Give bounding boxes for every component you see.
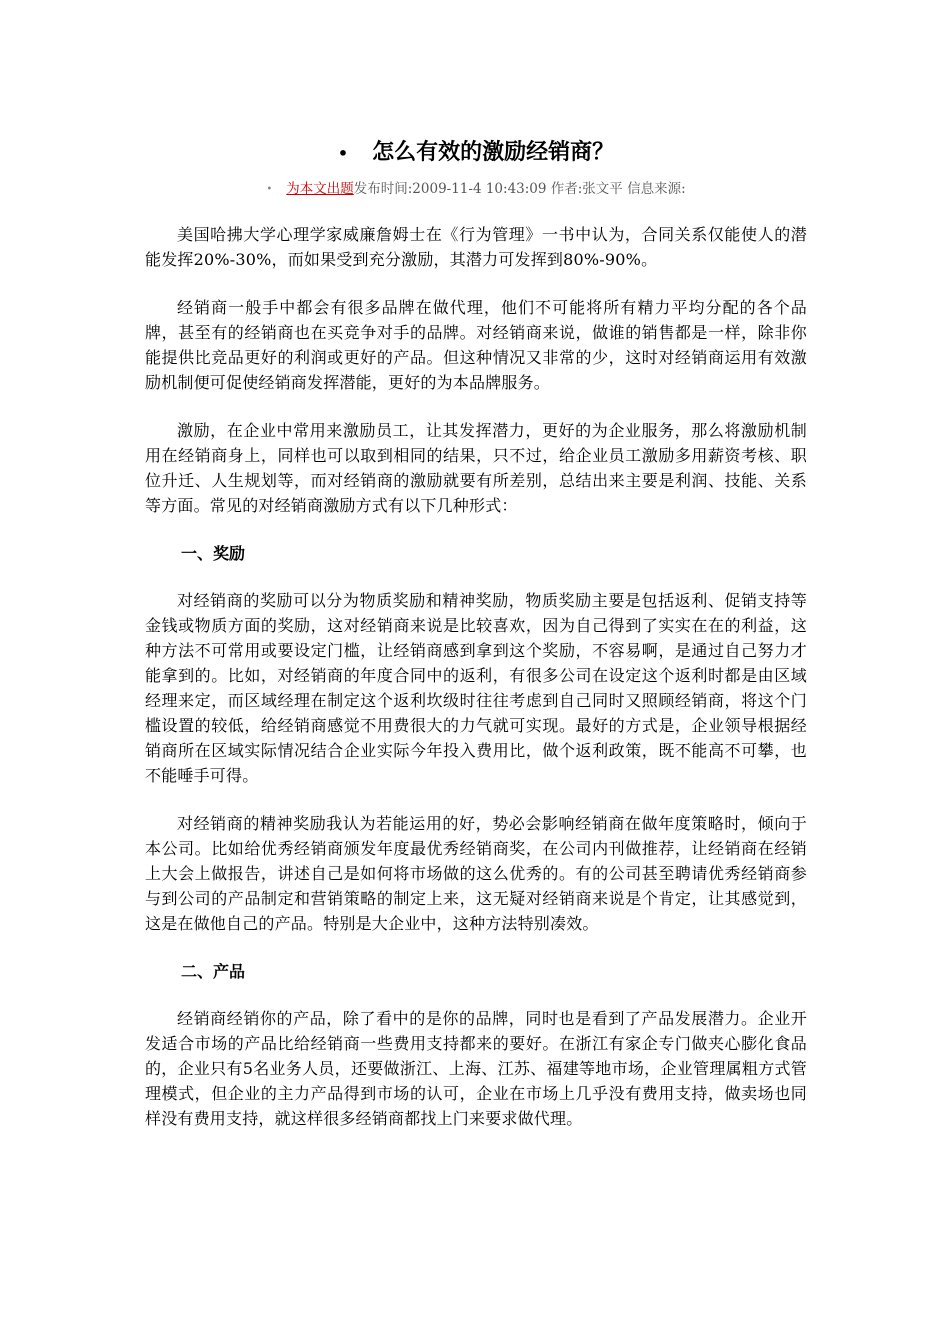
publish-info: 发布时间:2009-11-4 10:43:09 作者:张文平 信息来源: <box>353 181 686 197</box>
article-title: 怎么有效的激励经销商？ <box>372 140 615 165</box>
paragraph: 经销商一般手中都会有很多品牌在做代理，他们不可能将所有精力平均分配的各个品牌，甚至有的经销商也在买竞争对手的品牌。对经销商来说，做谁的销售都是一样，除非你能提供比竞品更好的利润或更好的产品。但这种情况又非常的少，这时对经销商运用有效激励机制便可促使经销商发挥潜能，更好的为本品牌服务。 <box>145 298 807 392</box>
paragraph: 对经销商的奖励可以分为物质奖励和精神奖励，物质奖励主要是包括返利、促销支持等金钱或物质方面的奖励，这对经销商来说是比较喜欢，因为自己得到了实实在在的利益，这种方法不可常用或要设定门槛，让经销商感到拿到这个奖励，不容易啊，是通过自己努力才能拿到的。比如，对经销商的年度合同中的返利，有很多公司在设定这个返利时都是由区域经理来定，而区域经理在制定这个返利坎级时往往考虑到自己同时又照顾经销商，将这个门槛设置的较低，给经销商感觉不用费很大的力气就可实现。最好的方式是，企业领导根据经销商所在区域实际情况结合企业实际今年投入费用比，做个返利政策，既不能高不可攀，也不能唾手可得。 <box>145 591 807 785</box>
bullet-icon: • <box>337 143 349 163</box>
bullet-icon: • <box>266 184 273 195</box>
article-body <box>145 222 807 1154</box>
paragraph: 美国哈拂大学心理学家威廉詹姆士在《行为管理》一书中认为，合同关系仅能使人的潜能发挥20%-30%，而如果受到充分激励，其潜力可发挥到80%-90%。 <box>145 225 807 269</box>
paragraph: 对经销商的精神奖励我认为若能运用的好，势必会影响经销商在做年度策略时，倾向于本公司。比如给优秀经销商颁发年度最优秀经销商奖，在公司内刊做推荐，让经销商在经销上大会上做报告，讲述自己是如何将市场做的这么优秀的。有的公司甚至聘请优秀经销商参与到公司的产品制定和营销策略的制定上来，这无疑对经销商来说是个肯定，让其感觉到，这是在做他自己的产品。特别是大企业中，这种方法特别凑效。 <box>145 814 807 933</box>
paragraph: 经销商经销你的产品，除了看中的是你的品牌，同时也是看到了产品发展潜力。企业开发适合市场的产品比给经销商一些费用支持都来的要好。在浙江有家企专门做夹心膨化食品的，企业只有5名业务人员，还要做浙江、上海、江苏、福建等地市场，企业管理属粗方式管理模式，但企业的主力产品得到市场的认可，企业在市场上几乎没有费用支持，做卖场也同样没有费用支持，就这样很多经销商都找上门来要求做代理。 <box>145 1009 807 1128</box>
section-heading: 二、产品 <box>181 962 246 981</box>
section-heading: 一、奖励 <box>181 544 246 563</box>
quiz-link[interactable]: 为本文出题 <box>286 181 354 197</box>
article-meta <box>145 177 807 197</box>
paragraph: 激励，在企业中常用来激励员工，让其发挥潜力，更好的为企业服务，那么将激励机制用在经销商身上，同样也可以取到相同的结果，只不过，给企业员工激励多用薪资考核、职位升迁、人生规划等，而对经销商的激励就要有所差别，总结出来主要是利润、技能、关系等方面。常见的对经销商激励方式有以下几种形式： <box>145 421 807 515</box>
article-title-row <box>145 135 807 166</box>
